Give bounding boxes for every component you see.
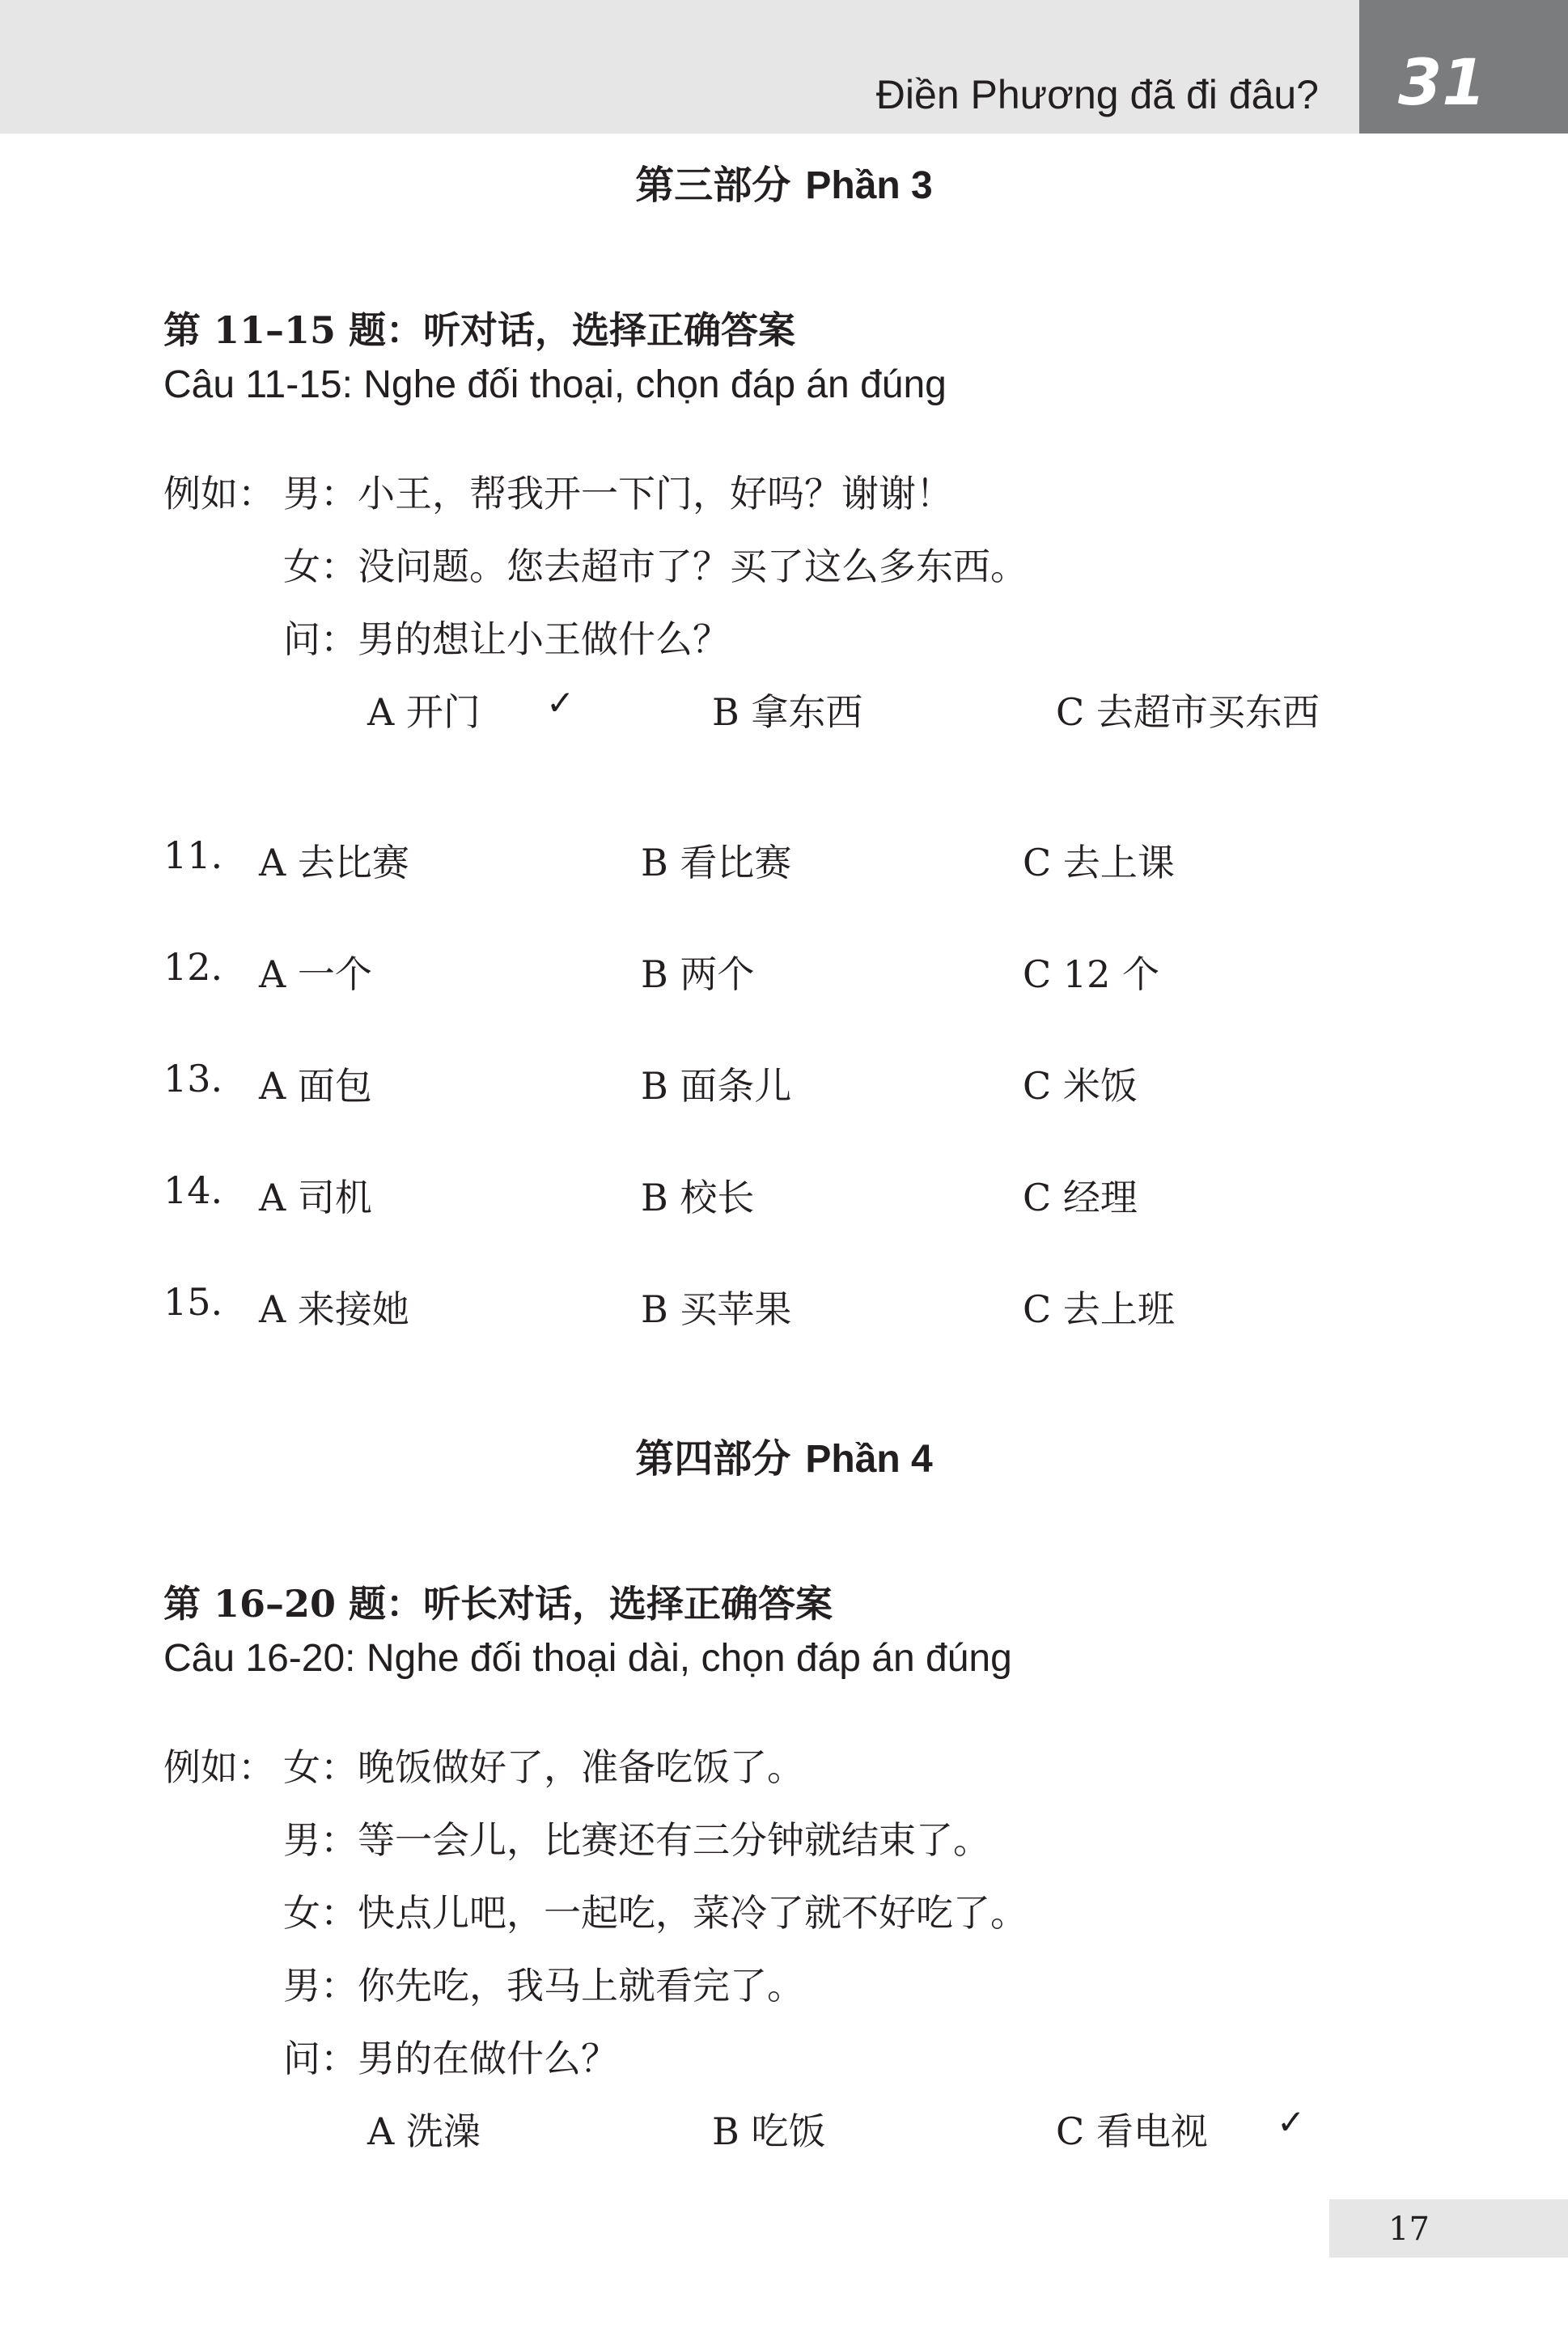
part4-example-option-c: C 看电视 xyxy=(1056,2109,1208,2153)
part4-heading xyxy=(0,1427,1568,1483)
page-number: 17 xyxy=(1388,2211,1430,2248)
part4-example-line: 男：等一会儿，比赛还有三分钟就结束了。 xyxy=(283,1818,990,1862)
question-option-c: C 去上班 xyxy=(1023,1287,1175,1331)
question-option-a: A 来接她 xyxy=(259,1287,409,1331)
part4-instruction-zh: 第 16–20 题：听长对话，选择正确答案 xyxy=(163,1582,833,1626)
question-option-a: A 去比赛 xyxy=(259,841,409,884)
question-option-b: B 买苹果 xyxy=(641,1287,792,1331)
part3-example-option-a: A 开门 xyxy=(367,690,481,734)
question-option-a: A 司机 xyxy=(259,1176,372,1219)
part4-example-option-a: A 洗澡 xyxy=(367,2109,481,2153)
page-number-box xyxy=(1329,2199,1568,2258)
question-option-c: C 经理 xyxy=(1023,1176,1138,1219)
part3-example-label: 例如： xyxy=(163,472,275,515)
part4-heading-zh: 第四部分 xyxy=(635,1436,791,1482)
part4-example-line: 男：你先吃，我马上就看完了。 xyxy=(283,1964,804,2008)
check-mark-icon: ✓ xyxy=(546,683,575,723)
question-number: 12. xyxy=(163,945,223,989)
question-option-c: C 米饭 xyxy=(1023,1064,1138,1108)
question-number: 14. xyxy=(163,1168,223,1212)
question-option-c: C 去上课 xyxy=(1023,841,1175,884)
part3-instruction-vi: Câu 11-15: Nghe đối thoại, chọn đáp án đúng xyxy=(163,363,947,406)
question-option-a: A 面包 xyxy=(259,1064,372,1108)
question-option-a: A 一个 xyxy=(259,952,372,996)
part3-example-line: 男：小王，帮我开一下门，好吗？谢谢！ xyxy=(283,472,953,515)
part3-heading xyxy=(0,154,1568,210)
chapter-title: Điền Phương đã đi đâu? xyxy=(875,72,1319,117)
question-option-c: C 12 个 xyxy=(1023,952,1159,996)
part3-heading-vi: Phần 3 xyxy=(805,164,933,207)
part4-example-option-b: B 吃饭 xyxy=(712,2109,826,2153)
question-option-b: B 校长 xyxy=(641,1176,755,1219)
question-number: 13. xyxy=(163,1057,223,1100)
part4-example-line: 女：快点儿吧，一起吃，菜冷了就不好吃了。 xyxy=(283,1891,1028,1935)
part4-example-label: 例如： xyxy=(163,1745,275,1789)
part4-example-line: 女：晚饭做好了，准备吃饭了。 xyxy=(283,1745,804,1789)
check-mark-icon: ✓ xyxy=(1277,2102,1306,2142)
part3-example-option-b: B 拿东西 xyxy=(712,690,863,734)
question-option-b: B 看比赛 xyxy=(641,841,792,884)
question-option-b: B 两个 xyxy=(641,952,755,996)
question-number: 11. xyxy=(163,833,223,877)
part3-heading-zh: 第三部分 xyxy=(635,163,791,208)
part4-instruction-vi: Câu 16-20: Nghe đối thoại dài, chọn đáp án đúng xyxy=(163,1637,1012,1680)
question-number: 15. xyxy=(163,1280,223,1324)
question-option-b: B 面条儿 xyxy=(641,1064,792,1108)
chapter-number: 31 xyxy=(1398,47,1486,120)
part4-example-line: 问：男的在做什么？ xyxy=(283,2037,618,2080)
part3-example-line: 女：没问题。您去超市了？买了这么多东西。 xyxy=(283,545,1028,588)
part4-heading-vi: Phần 4 xyxy=(805,1438,933,1481)
part3-instruction-zh: 第 11–15 题：听对话，选择正确答案 xyxy=(163,308,796,352)
part3-example-line: 问：男的想让小王做什么？ xyxy=(283,617,730,661)
part3-example-option-c: C 去超市买东西 xyxy=(1056,690,1320,734)
